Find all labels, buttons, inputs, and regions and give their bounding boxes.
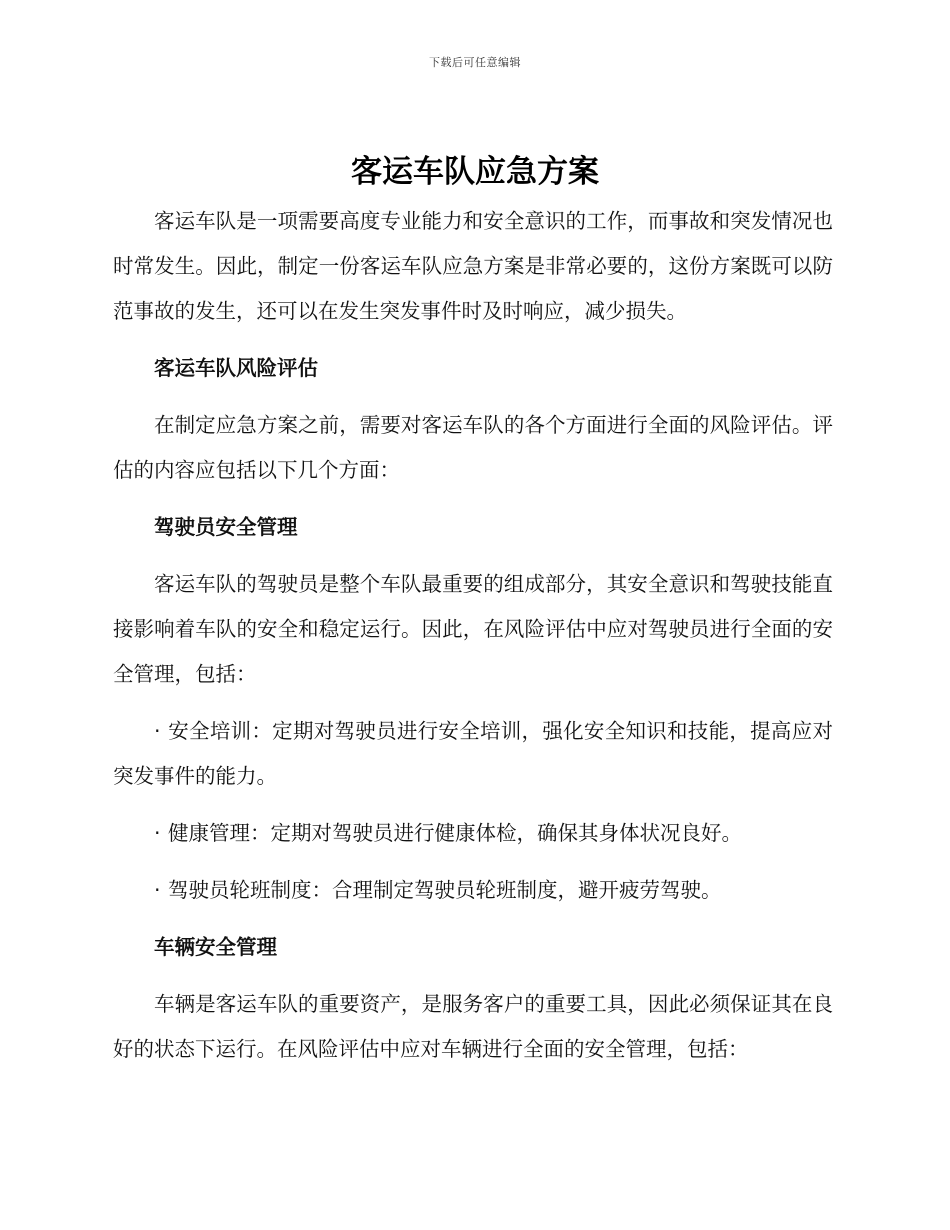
document-body [113,199,833,1084]
list-item-text: 安全培训：定期对驾驶员进行安全培训，强化安全知识和技能，提高应对突发事件的能力。 [113,719,833,788]
document-title: 客运车队应急方案 [351,154,599,190]
paragraph-vehicle-safety: 车辆是客运车队的重要资产，是服务客户的重要工具，因此必须保证其在良好的状态下运行。在风险评估中应对车辆进行全面的安全管理，包括： [113,992,833,1061]
section-heading-risk-assessment: 客运车队风险评估 [154,356,318,380]
paragraph-driver-safety: 客运车队的驾驶员是整个车队最重要的组成部分，其安全意识和驾驶技能直接影响着车队的安全和稳定运行。因此，在风险评估中应对驾驶员进行全面的安全管理，包括： [113,572,833,686]
paragraph-risk-assessment: 在制定应急方案之前，需要对客运车队的各个方面进行全面的风险评估。评估的内容应包括以下几个方面： [113,413,833,482]
list-item-safety-training [113,709,833,799]
section-heading-vehicle-safety: 车辆安全管理 [154,935,277,959]
list-item-text: 驾驶员轮班制度：合理制定驾驶员轮班制度，避开疲劳驾驶。 [168,878,722,902]
section-heading-driver-safety: 驾驶员安全管理 [154,515,298,539]
bullet-dot-icon: · [154,719,161,743]
list-item-health-management [113,811,833,856]
paragraph-intro: 客运车队是一项需要高度专业能力和安全意识的工作，而事故和突发情况也时常发生。因此，制定一份客运车队应急方案是非常必要的，这份方案既可以防范事故的发生，还可以在发生突发事件时及时响应，减少损失。 [113,209,833,323]
page-header-note: 下载后可任意编辑 [429,56,521,69]
bullet-dot-icon: · [154,821,161,845]
list-item-shift-system [113,868,833,913]
bullet-dot-icon: · [154,878,161,902]
list-item-text: 健康管理：定期对驾驶员进行健康体检，确保其身体状况良好。 [168,821,742,845]
